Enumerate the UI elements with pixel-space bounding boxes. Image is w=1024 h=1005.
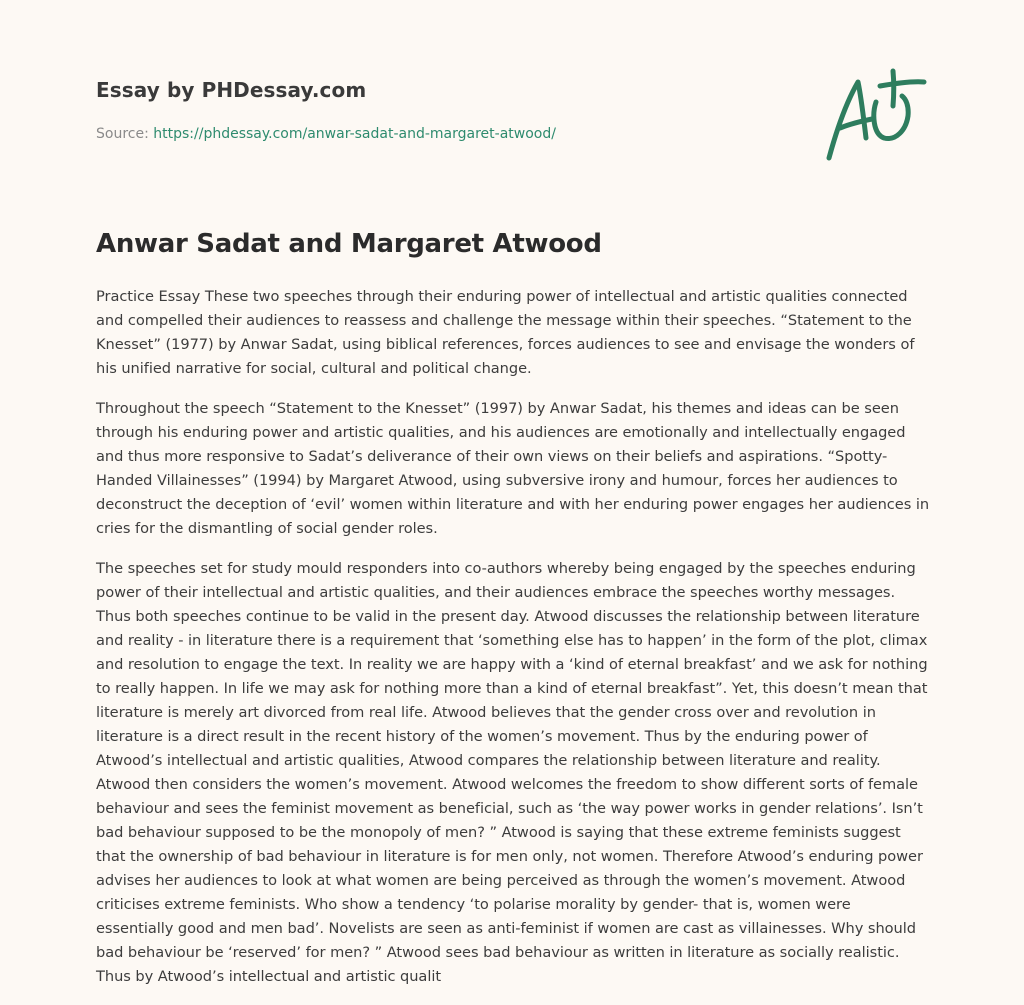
article-body bbox=[96, 285, 930, 1005]
source-line bbox=[96, 124, 796, 144]
source-label: Source: bbox=[96, 126, 149, 142]
paragraph: Practice Essay These two speeches through their enduring power of intellectual and artistic qualities connected and compelled their audiences to reassess and challenge the message within their speeches. “Statement to the Knesset” (1977) by Anwar Sadat, using biblical references, forces audiences to see and envisage the wonders of his unified narrative for social, cultural and political change. bbox=[96, 288, 915, 377]
a-plus-grade-icon bbox=[820, 66, 930, 166]
source-link[interactable]: https://phdessay.com/anwar-sadat-and-margaret-atwood/ bbox=[153, 126, 556, 142]
paragraph: The speeches set for study mould responders into co-authors whereby being engaged by the speeches enduring power of their intellectual and artistic qualities, and their audiences embrace the speeches worthy messages. Thus both speeches continue to be valid in the present day. Atwood discusses the relationship between literature and reality - in literature there is a requirement that ‘something else has to happen’ in the form of the plot, climax and resolution to engage the text. In reality we are happy with a ‘kind of eternal breakfast’ and we ask for nothing to really happen. In life we may ask for nothing more than a kind of eternal breakfast”. Yet, this doesn’t mean that literature is merely art divorced from real life. Atwood believes that the gender cross over and revolution in literature is a direct result in the recent history of the women’s movement. Thus by the enduring power of Atwood’s intellectual and artistic qualities, Atwood compares the relationship between literature and reality. Atwood then considers the women’s movement. Atwood welcomes the freedom to show different sorts of female behaviour and sees the feminist movement as beneficial, such as ‘the way power works in gender relations’. Isn’t bad behaviour supposed to be the monopoly of men? ” Atwood is saying that these extreme feminists suggest that the ownership of bad behaviour in literature is for men only, not women. Therefore Atwood’s enduring power advises her audiences to look at what women are being perceived as through the women’s movement. Atwood criticises extreme feminists. Who show a tendency ‘to polarise morality by gender- that is, women were essentially good and men bad’. Novelists are seen as anti-feminist if women are cast as villainesses. Why should bad behaviour be ‘reserved’ for men? ” Atwood sees bad behaviour as written in literature as socially realistic. Thus by Atwood’s intellectual and artistic qualit bbox=[96, 560, 928, 985]
site-title: Essay by PHDessay.com bbox=[96, 78, 367, 102]
article-title: Anwar Sadat and Margaret Atwood bbox=[96, 229, 602, 259]
site-header bbox=[96, 76, 796, 144]
paragraph: Throughout the speech “Statement to the Knesset” (1997) by Anwar Sadat, his themes and ideas can be seen through his enduring power and artistic qualities, and his audiences are emotionally and intellectually engaged and thus more responsive to Sadat’s deliverance of their own views on their beliefs and aspirations. “Spotty-Handed Villainesses” (1994) by Margaret Atwood, using subversive irony and humour, forces her audiences to deconstruct the deception of ‘evil’ women within literature and with her enduring power engages her audiences in cries for the dismantling of social gender roles. bbox=[96, 400, 930, 537]
